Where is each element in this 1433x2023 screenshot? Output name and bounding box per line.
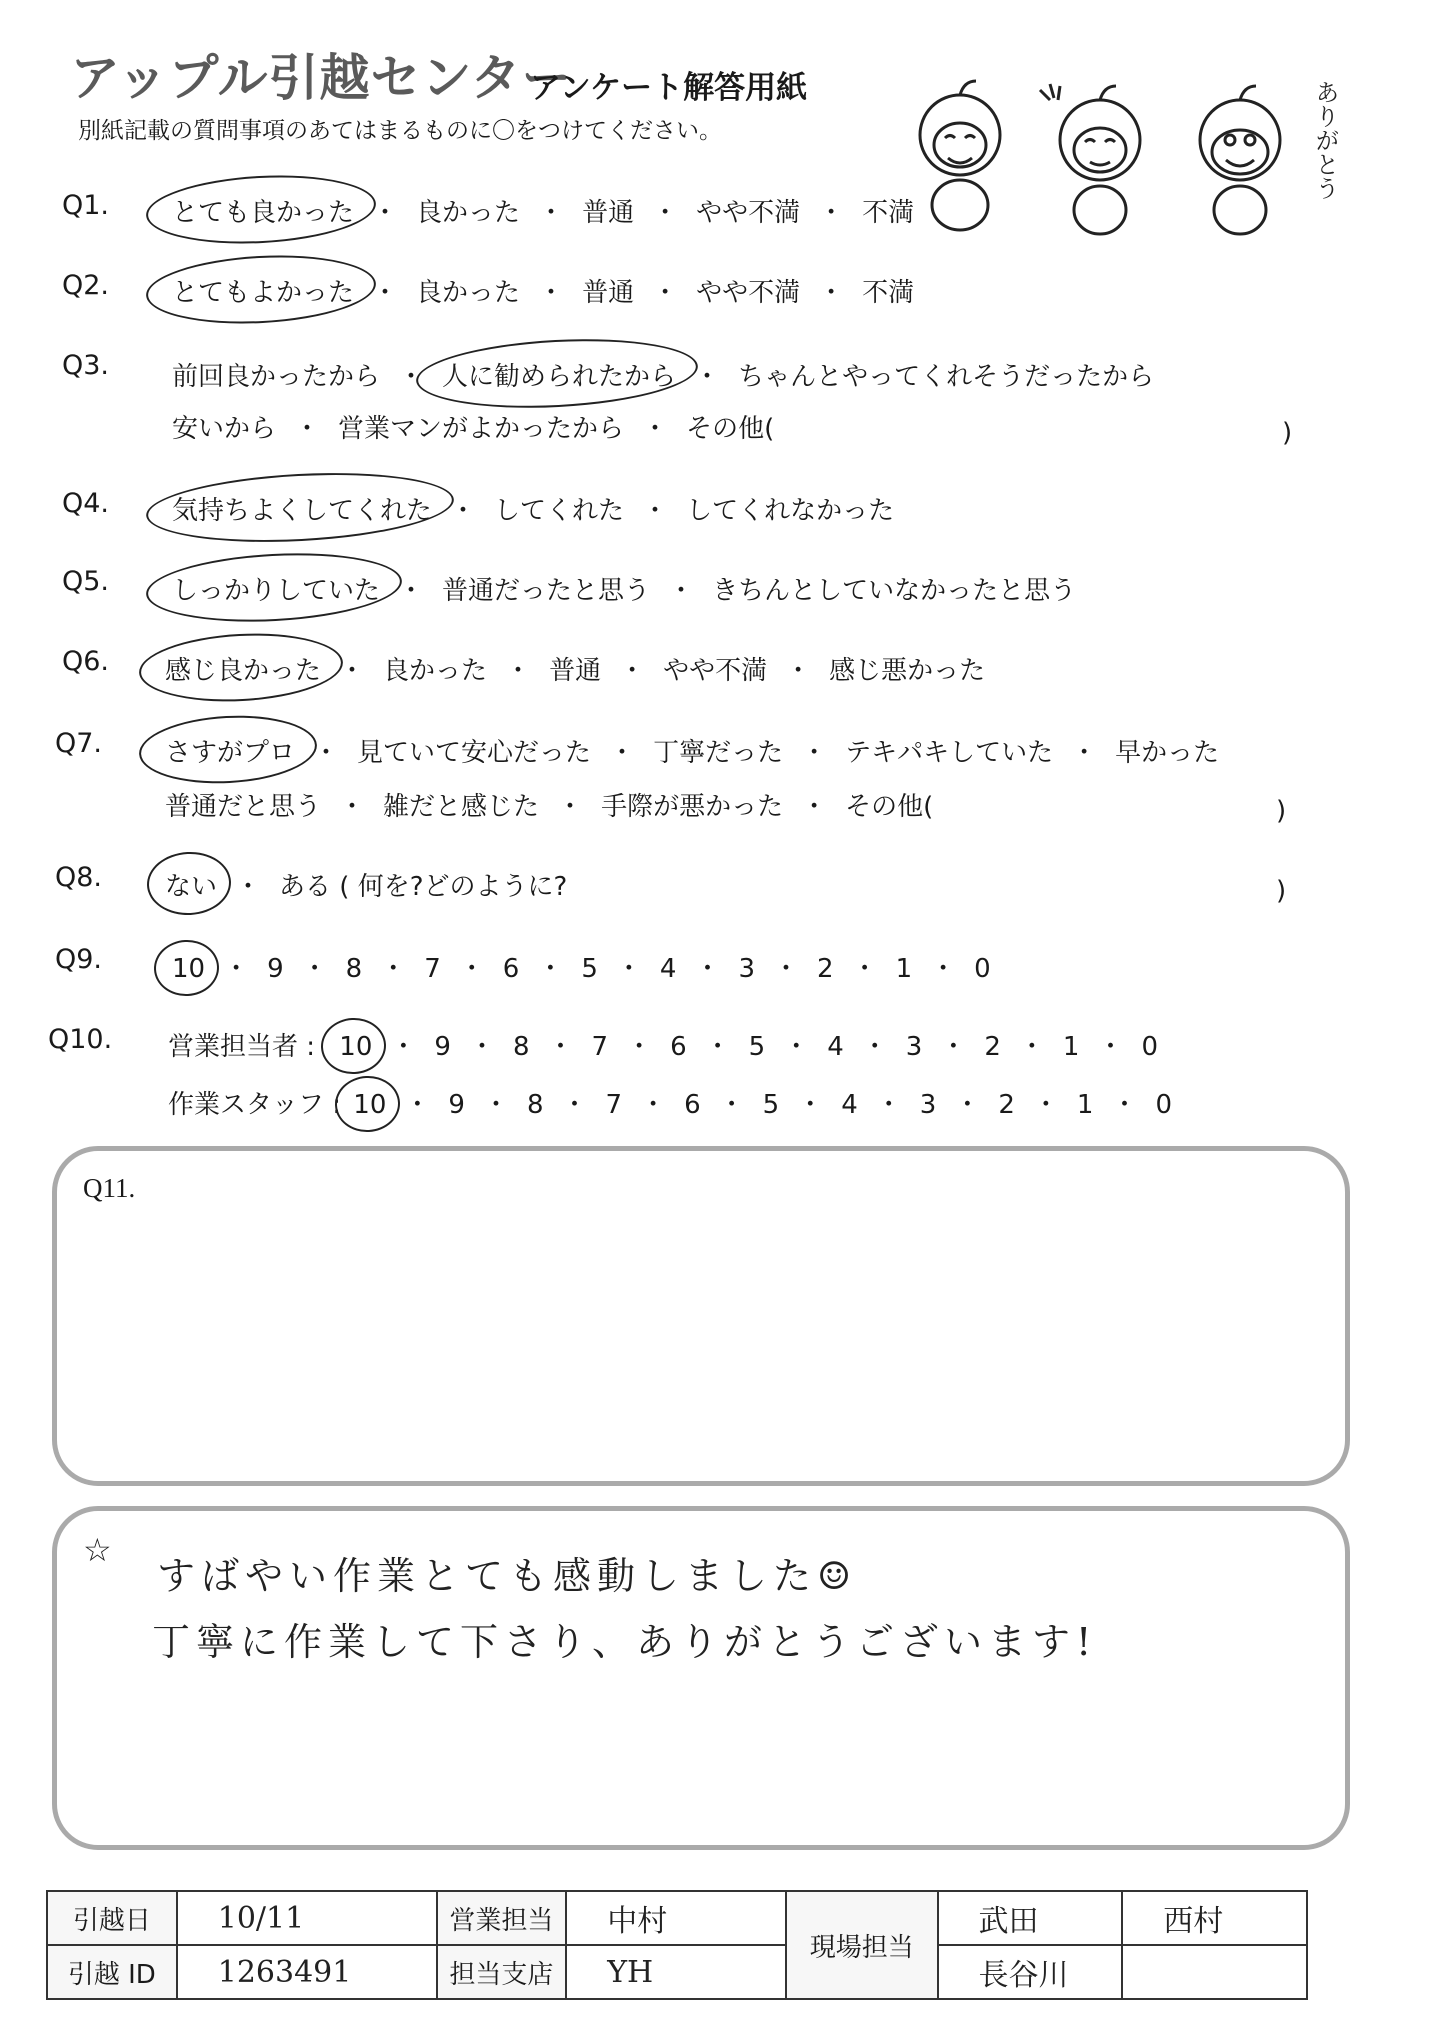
q10-staff-option-5[interactable]: 5 [762,1090,780,1120]
q6-option-4[interactable]: やや不満 [663,656,768,686]
q1-option-4[interactable]: やや不満 [696,198,801,228]
q10-staff-option-1[interactable]: 1 [1076,1090,1094,1120]
q10-sales-option-8[interactable]: 8 [512,1032,530,1062]
page-title: アップル引越センター [70,49,573,107]
q7-option-3[interactable]: 丁寧だった [653,738,784,768]
info-table [46,1890,1308,2000]
q7-option-6[interactable]: 普通だと思う [165,792,322,822]
q11-label: Q11. [83,1173,136,1203]
q9-option-5[interactable]: 5 [581,954,598,984]
branch-label: 担当支店 [437,1945,567,1999]
q10-staff-option-9[interactable]: 9 [448,1090,465,1120]
move-id-value[interactable]: 1263491 [177,1945,437,1999]
move-id-label: 引越 ID [47,1945,177,1999]
q10-staff-row: 作業スタッフ : 10 ・ 9 ・ 8 ・ 7 ・ 6 ・ 5 ・ 4 ・ 3 ・ 2 ・ 1 ・ 0 [168,1090,1173,1120]
q9-options: 10 ・ 9 ・ 8 ・ 7 ・ 6 ・ 5 ・ 4 ・ 3 ・ 2 ・ 1 ・ 0 [172,954,991,984]
q4-label: Q4. [62,488,110,519]
q8-label: Q8. [55,862,103,893]
q7-label: Q7. [55,728,103,759]
q1-option-2[interactable]: 良かった [416,198,521,228]
q8-options: ない ・ ある ( 何を?どのように? [165,866,567,903]
q4-options: 気持ちよくしてくれた ・ してくれた ・ してくれなかった [172,490,894,527]
q5-option-3[interactable]: きちんとしていなかったと思う [712,576,1077,606]
q7-options-line2: 普通だと思う ・ 雑だと感じた ・ 手際が悪かった ・ その他( [165,792,934,822]
q3-options-line2: 安いから ・ 営業マンがよかったから ・ その他( [172,414,775,444]
q10-sales-option-2[interactable]: 2 [984,1032,1001,1062]
site-rep-value-1[interactable]: 武田 [938,1891,1123,1945]
q4-option-1[interactable]: 気持ちよくしてくれた [172,490,432,527]
site-rep-value-4[interactable] [1122,1945,1307,1999]
q7-option-1[interactable]: さすがプロ [165,732,295,769]
q10-staff-option-3[interactable]: 3 [919,1090,937,1120]
q10-sales-option-9[interactable]: 9 [434,1032,451,1062]
q10-sales-option-3[interactable]: 3 [905,1032,923,1062]
q10-sales-option-4[interactable]: 4 [827,1032,844,1062]
site-rep-value-3[interactable]: 長谷川 [938,1945,1123,1999]
q10-staff-option-8[interactable]: 8 [526,1090,544,1120]
q9-option-9[interactable]: 9 [267,954,284,984]
q1-option-3[interactable]: 普通 [582,198,635,228]
star-icon: ☆ [83,1531,112,1569]
q2-option-4[interactable]: やや不満 [696,278,801,308]
q2-options: とてもよかった ・ 良かった ・ 普通 ・ やや不満 ・ 不満 [172,272,914,309]
q10-staff-option-10[interactable]: 10 [353,1090,387,1120]
thanks-text: ありがとう [1311,80,1339,200]
comment-line-1: すばやい作業とても感動しました☺ [157,1554,858,1598]
q6-options: 感じ良かった ・ 良かった ・ 普通 ・ やや不満 ・ 感じ悪かった [165,650,985,687]
q4-option-2[interactable]: してくれた [494,496,625,526]
q7-option-7[interactable]: 雑だと感じた [383,792,540,822]
q7-option-2[interactable]: 見ていて安心だった [357,738,592,768]
q7-option-4[interactable]: テキパキしていた [845,738,1054,768]
q6-label: Q6. [62,646,110,677]
q9-option-2[interactable]: 2 [817,954,834,984]
q10-staff-option-0[interactable]: 0 [1155,1090,1173,1120]
q9-option-6[interactable]: 6 [502,954,520,984]
q10-staff-option-7[interactable]: 7 [605,1090,623,1120]
q10-sales-option-10[interactable]: 10 [339,1032,373,1062]
q9-label: Q9. [55,944,103,975]
q9-option-1[interactable]: 1 [895,954,913,984]
q8-close-paren: ) [1276,876,1287,906]
q3-option-2[interactable]: 人に勧められたから [442,356,676,393]
q10-staff-option-4[interactable]: 4 [841,1090,858,1120]
q6-option-2[interactable]: 良かった [383,656,488,686]
q10-staff-option-2[interactable]: 2 [998,1090,1015,1120]
q9-option-3[interactable]: 3 [738,954,756,984]
q6-option-1[interactable]: 感じ良かった [165,650,321,687]
site-rep-label: 現場担当 [786,1891,938,1999]
q6-option-3[interactable]: 普通 [549,656,602,686]
q7-option-8[interactable]: 手際が悪かった [601,792,784,822]
q3-option-5[interactable]: 営業マンがよかったから [338,414,625,444]
q8-option-2[interactable]: ある ( 何を?どのように? [279,872,568,902]
q3-option-3[interactable]: ちゃんとやってくれそうだったから [738,362,1155,392]
q9-option-8[interactable]: 8 [345,954,363,984]
q7-option-other[interactable]: その他( [845,792,934,822]
q10-sales-row: 営業担当者 : 10 ・ 9 ・ 8 ・ 7 ・ 6 ・ 5 ・ 4 ・ 3 ・ 2 ・ 1 ・ 0 [168,1032,1159,1062]
q3-option-1[interactable]: 前回良かったから [172,362,381,392]
q1-options: とても良かった ・ 良かった ・ 普通 ・ やや不満 ・ 不満 [172,192,914,229]
q10-sales-option-6[interactable]: 6 [670,1032,687,1062]
monkey-icon [920,81,1000,230]
q3-label: Q3. [62,350,110,381]
q9-option-0[interactable]: 0 [974,954,991,984]
q2-option-1[interactable]: とてもよかった [172,272,354,309]
page-subtitle: アンケート解答用紙 [530,70,808,106]
q10-sales-option-0[interactable]: 0 [1141,1032,1159,1062]
move-date-value[interactable]: 10/11 [177,1891,437,1945]
q10-sales-option-5[interactable]: 5 [748,1032,766,1062]
monkey-icon [1040,84,1140,234]
q1-option-1[interactable]: とても良かった [172,192,354,229]
q10-staff-label: 作業スタッフ : [168,1090,342,1120]
q3-close-paren: ) [1282,418,1293,448]
q2-label: Q2. [62,270,110,301]
move-date-label: 引越日 [47,1891,177,1945]
monkey-mascots-illustration [900,60,1360,240]
q1-label: Q1. [62,190,110,221]
q5-option-2[interactable]: 普通だったと思う [442,576,651,606]
q10-label: Q10. [48,1024,113,1055]
monkey-icon [1200,86,1280,234]
q7-close-paren: ) [1276,796,1287,826]
q11-answer-box[interactable] [52,1146,1350,1486]
q7-option-5[interactable]: 早かった [1115,738,1220,768]
site-rep-value-2[interactable]: 西村 [1122,1891,1307,1945]
q1-option-5[interactable]: 不満 [862,198,915,228]
q3-options-line1: 前回良かったから ・ 人に勧められたから ・ ちゃんとやってくれそうだったから [172,356,1154,393]
branch-value[interactable]: YH [566,1945,786,1999]
q9-option-10[interactable]: 10 [172,954,206,984]
q10-staff-option-6[interactable]: 6 [684,1090,701,1120]
comment-line-2: 丁寧に作業して下さり、ありがとうございます! [152,1620,1098,1664]
q8-option-1[interactable]: ない [165,866,217,903]
q10-sales-option-7[interactable]: 7 [591,1032,609,1062]
q5-label: Q5. [62,566,110,597]
q9-option-4[interactable]: 4 [659,954,677,984]
sales-rep-label: 営業担当 [437,1891,567,1945]
q10-sales-label: 営業担当者 : [168,1032,316,1062]
comment-box[interactable] [52,1506,1350,1850]
q10-sales-option-1[interactable]: 1 [1062,1032,1080,1062]
q2-option-5[interactable]: 不満 [862,278,915,308]
q5-options: しっかりしていた ・ 普通だったと思う ・ きちんとしていなかったと思う [172,570,1076,607]
instructions: 別紙記載の質問事項のあてはまるものに〇をつけてください。 [78,118,722,144]
q3-option-4[interactable]: 安いから [172,414,277,444]
q7-options-line1: さすがプロ ・ 見ていて安心だった ・ 丁寧だった ・ テキパキしていた ・ 早かった [165,732,1219,769]
q3-option-other[interactable]: その他( [686,414,775,444]
q2-option-2[interactable]: 良かった [416,278,521,308]
q6-option-5[interactable]: 感じ悪かった [829,656,986,686]
q9-option-7[interactable]: 7 [424,954,441,984]
q5-option-1[interactable]: しっかりしていた [172,570,380,607]
q4-option-3[interactable]: してくれなかった [686,496,895,526]
sales-rep-value[interactable]: 中村 [566,1891,786,1945]
q2-option-3[interactable]: 普通 [582,278,635,308]
